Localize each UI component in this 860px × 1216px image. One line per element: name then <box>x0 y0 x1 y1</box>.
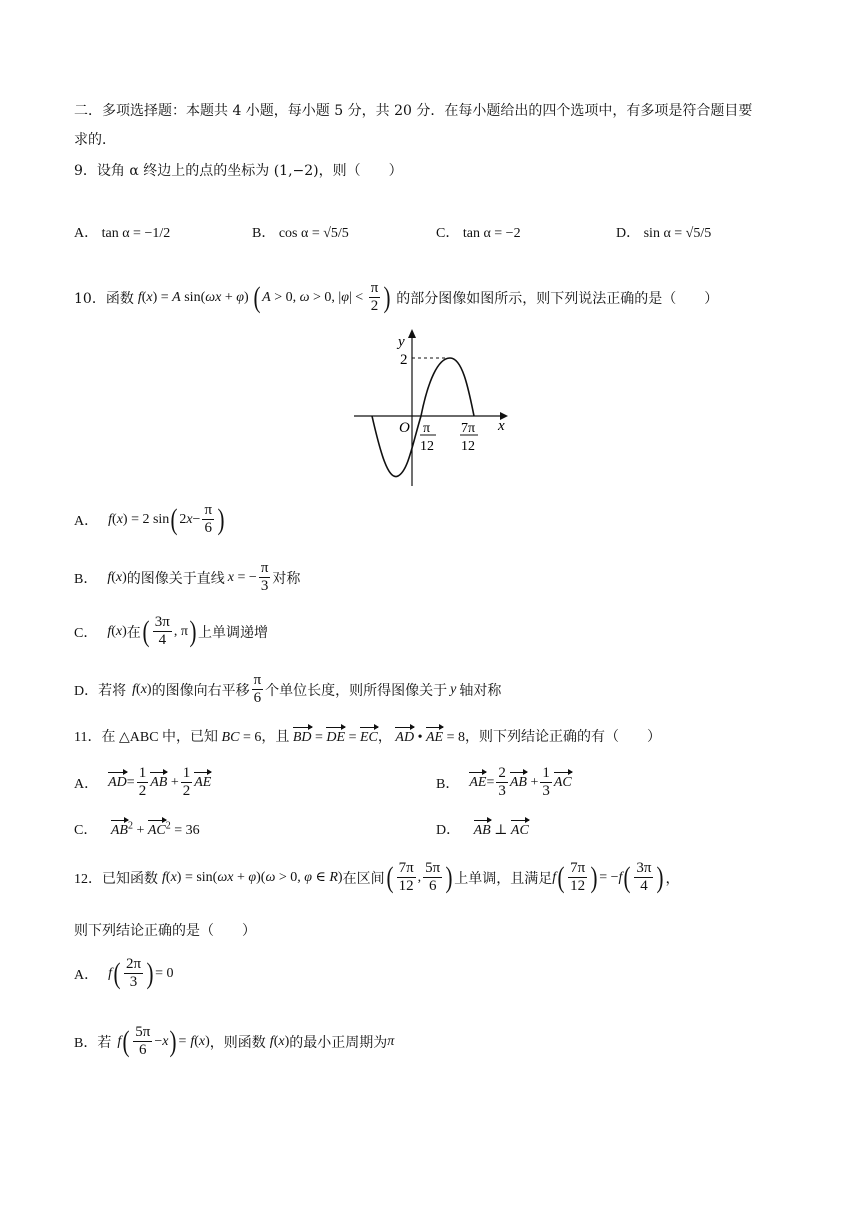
q12-stem-part4: ， <box>665 871 680 887</box>
q9-stem: 9．设角 α 终边上的点的坐标为 (1,−2)，则（ ） <box>74 163 403 179</box>
q12-stem-part3: 上单调，且满足 <box>454 871 553 887</box>
q12-stem-part2: 在区间 <box>342 871 385 887</box>
q10-option-c-label: C． <box>74 625 98 641</box>
q9-option-c: C． tan α = −2 <box>436 226 521 241</box>
q11-option-a: A． AD = $\frac{1}{2}$ AB + $\frac{1}{2}$ AE <box>74 765 212 800</box>
q10-option-c-text2: 上单调递增 <box>197 625 268 641</box>
q11-option-a-label: A． <box>74 776 99 792</box>
tick1-denominator: 12 <box>420 439 434 454</box>
y-axis-label: y <box>398 334 405 350</box>
q11-option-c: C． $AB^2 + AC^2 = 36$ <box>74 820 200 838</box>
q10-option-d-label: D．若将 <box>74 683 127 699</box>
max-value-label: 2 <box>400 352 408 368</box>
sine-curve <box>372 358 474 477</box>
q12-option-b-text2: 的最小正周期为 <box>289 1035 388 1051</box>
q10-option-d: D．若将 f ( x ) 的图像向右平移 $\frac{\pi}{6}$ 个单位长度，则所得图像关于 y 轴对称 <box>74 672 502 707</box>
q11-stem-part4: ，则下列结论正确的有（ ） <box>464 730 661 745</box>
q11-stem-part1: 11．在 △ABC 中，已知 <box>74 730 219 745</box>
q12-stem: 12．已知函数 f(x) = sin(ωx + φ)(ω > 0, φ ∈ R) 在区间 ( $\frac{7\pi}{12}$ , $\frac{5\pi}{6}$ ) 上单调，且满足 f ( $\frac{7\pi}{12}$ ) = − f ( $\frac{3\pi}{4}$ ) ， <box>74 860 680 895</box>
q11-option-d: D． AB ⊥ AC <box>436 823 529 838</box>
q10-sine-graph <box>350 326 510 488</box>
q12-option-b-period: π <box>387 1033 395 1049</box>
q12-stem-part1: 12．已知函数 <box>74 871 158 887</box>
q12-option-b: B．若 f ( $\frac{5\pi}{6}$ − x ) = f ( x ) ，则函数 f(x) 的最小正周期为 π <box>74 1024 395 1059</box>
tick1-numerator: π <box>423 421 431 436</box>
q11-stem-part3: ， <box>377 730 392 745</box>
q11-option-b-label: B． <box>436 776 460 792</box>
section-heading-continued: 求的． <box>74 132 116 148</box>
q10-option-b-label: B． <box>74 571 98 587</box>
tick2-denominator: 12 <box>461 439 475 454</box>
q12-stem-line2: 则下列结论正确的是（ ） <box>74 923 256 939</box>
q10-option-b-text2: 对称 <box>272 571 301 587</box>
q12-option-b-text1: ，则函数 <box>209 1035 266 1051</box>
q10-option-c: C． f ( x ) 在 ( $\frac{3\pi}{4}$ , π ) 上单调递增 <box>74 614 268 649</box>
q10-stem-lead: 10．函数 <box>74 290 134 307</box>
tick2-numerator: 7π <box>461 421 476 436</box>
q10-option-c-text1: 在 <box>126 625 141 641</box>
q10-option-b: B． f ( x ) 的图像关于直线 x = − $\frac{\pi}{3}$ 对称 <box>74 560 301 595</box>
q12-option-a: A． f ( $\frac{2\pi}{3}$ ) = 0 <box>74 956 174 991</box>
x-axis-label: x <box>498 418 505 434</box>
q10-option-b-text1: 的图像关于直线 <box>126 571 225 587</box>
q11-option-b: B． AE = $\frac{2}{3}$ AB + $\frac{1}{3}$ AC <box>436 765 572 800</box>
q9-option-d: D． sin α = √5/5 <box>616 226 712 241</box>
origin-label: O <box>399 420 410 436</box>
q10-option-d-text1: 的图像向右平移 <box>151 683 250 699</box>
q10-stem-tail: 的部分图像如图所示，则下列说法正确的是（ ） <box>396 290 719 307</box>
q10-option-a: A． f ( x ) = 2 sin ( 2 x − $\frac{\pi}{6}$ ) <box>74 502 225 537</box>
y-axis-arrow <box>408 329 416 338</box>
q9-option-a: A． tan α = −1/2 <box>74 226 171 241</box>
q10-option-a-label: A． <box>74 513 99 529</box>
q9-option-b: B． cos α = √5/5 <box>252 226 349 241</box>
q10-option-d-text2: 个单位长度，则所得图像关于 <box>265 683 448 699</box>
q10-option-d-text3: 轴对称 <box>459 683 502 699</box>
q11-stem: 11．在 △ABC 中，已知 BC = 6，且 BD = DE = EC， AD • AE = 8，则下列结论正确的有（ ） <box>74 730 661 745</box>
section-heading: 二．多项选择题：本题共 4 小题，每小题 5 分，共 20 分．在每小题给出的四个选项中，有多项是符合题目要 <box>74 103 753 119</box>
q10-stem <box>74 280 718 316</box>
q10-formula: f(x) = A sin(ωx + φ) ( A > 0, ω > 0, |φ| < $\frac{\pi}{2}$ ) <box>137 280 391 315</box>
q11-option-d-label: D． <box>436 823 461 838</box>
q11-stem-part2: ，且 <box>261 730 290 745</box>
q12-option-b-label: B．若 <box>74 1035 112 1051</box>
q12-option-a-label: A． <box>74 967 99 983</box>
q11-option-c-label: C． <box>74 823 98 838</box>
